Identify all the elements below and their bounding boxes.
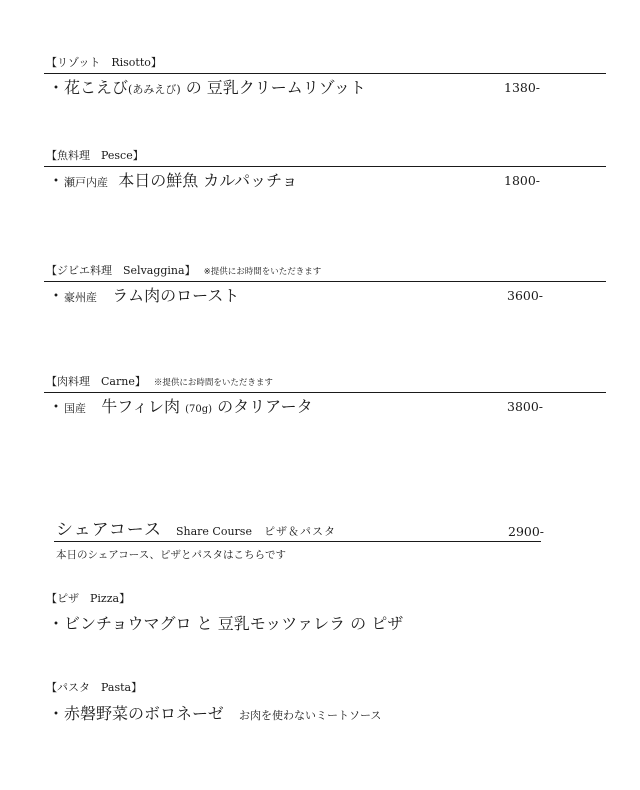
- section-heading-pizza: 【ピザ Pizza】: [46, 592, 131, 605]
- bullet: ・: [48, 78, 65, 97]
- heading-text: 【ジビエ料理 Selvaggina】: [46, 264, 196, 277]
- price-pesce: 1800-: [504, 173, 541, 188]
- price-carne: 3800-: [507, 399, 544, 414]
- bullet: ・: [48, 397, 65, 416]
- item-origin: 国産: [64, 402, 87, 415]
- price-risotto: 1380-: [504, 80, 541, 95]
- item-origin: 豪州産: [64, 291, 98, 304]
- price-share-course: 2900-: [508, 524, 545, 539]
- bullet: ・: [48, 171, 65, 190]
- section-heading-selvaggina: [46, 264, 321, 279]
- divider-share-course: [54, 541, 541, 542]
- divider-pesce: [44, 166, 606, 167]
- item-name: ラム肉のロースト: [112, 286, 240, 305]
- item-origin: 瀬戸内産: [64, 176, 109, 189]
- course-title-jp: シェアコース: [56, 520, 162, 540]
- bullet: ・: [48, 614, 65, 633]
- item-name-note: (70g): [185, 404, 213, 415]
- section-heading-carne: [46, 375, 273, 390]
- heading-note: ※提供にお時間をいただきます: [153, 378, 273, 388]
- menu-item-pizza: [48, 614, 403, 634]
- menu-item-carne: [48, 397, 313, 420]
- divider-carne: [44, 392, 606, 393]
- bullet: ・: [48, 286, 65, 305]
- price-selvaggina: 3600-: [507, 288, 544, 303]
- menu-item-pesce: [48, 171, 298, 193]
- item-name: 花こえび: [64, 78, 129, 97]
- share-course-title: [56, 519, 336, 543]
- section-heading-pasta: 【パスタ Pasta】: [46, 681, 143, 694]
- menu-item-selvaggina: [48, 286, 239, 308]
- item-name: 赤磐野菜のボロネーゼ: [64, 704, 224, 723]
- section-heading-pesce: 【魚料理 Pesce】: [46, 149, 144, 162]
- item-note: お肉を使わないミートソース: [238, 709, 382, 722]
- share-course-description: 本日のシェアコース、ピザとパスタはこちらです: [56, 549, 286, 561]
- bullet: ・: [48, 704, 65, 723]
- item-name-note: (あみえび): [128, 83, 181, 96]
- menu-item-pasta: [48, 704, 381, 726]
- divider-selvaggina: [44, 281, 606, 282]
- course-title-en: Share Course: [175, 525, 252, 538]
- item-name: のタリアータ: [217, 397, 313, 416]
- item-name: ビンチョウマグロ と 豆乳モッツァレラ の ピザ: [64, 614, 404, 633]
- item-name: 牛フィレ肉: [101, 397, 181, 416]
- item-name: 本日の鮮魚 カルパッチョ: [118, 171, 298, 190]
- heading-text: 【肉料理 Carne】: [46, 375, 146, 388]
- course-subtitle: ピザ＆パスタ: [263, 525, 336, 538]
- divider-risotto: [44, 73, 606, 74]
- heading-note: ※提供にお時間をいただきます: [203, 267, 322, 277]
- menu-item-risotto: [48, 78, 366, 100]
- item-name: の 豆乳クリームリゾット: [180, 78, 366, 97]
- section-heading-risotto: 【リゾット Risotto】: [46, 56, 162, 69]
